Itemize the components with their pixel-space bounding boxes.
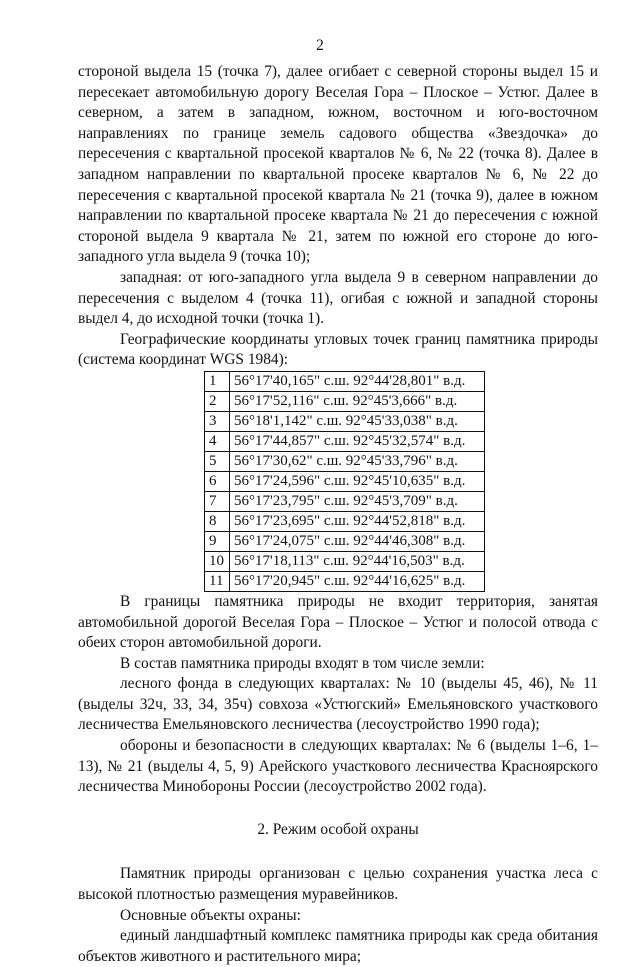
point-number: 8 bbox=[205, 511, 230, 531]
point-number: 3 bbox=[205, 411, 230, 431]
paragraph-forest-fund: лесного фонда в следующих кварталах: № 10 (выделы 45, 46), № 11 (выделы 32ч, 33, 34, 35ч) совхоза «Устюгский» Емельяновского участкового лесничества Емельяновского лесничества (лесоустройство 1990 года); bbox=[78, 675, 598, 734]
paragraph-defense-lands: обороны и безопасности в следующих кварталах: № 6 (выделы 1–6, 1–13), № 21 (выделы 4, 5, 9) Арейского участкового лесничества Красноярского лесничества Минобороны России (лесоустройство 2002 года). bbox=[78, 737, 598, 796]
table-row bbox=[205, 391, 485, 411]
point-number: 1 bbox=[205, 371, 230, 391]
point-coordinates: 56°17'30,62" с.ш. 92°45'33,796" в.д. bbox=[230, 451, 485, 471]
point-coordinates: 56°17'23,695" с.ш. 92°44'52,818" в.д. bbox=[230, 511, 485, 531]
table-row bbox=[205, 411, 485, 431]
point-number: 11 bbox=[205, 571, 230, 591]
point-coordinates: 56°17'24,596" с.ш. 92°45'10,635" в.д. bbox=[230, 471, 485, 491]
table-row bbox=[205, 571, 485, 591]
point-coordinates: 56°17'52,116" с.ш. 92°45'3,666" в.д. bbox=[230, 391, 485, 411]
table-row bbox=[205, 471, 485, 491]
table-row bbox=[205, 531, 485, 551]
point-number: 10 bbox=[205, 551, 230, 571]
paragraph-purpose: Памятник природы организован с целью сохранения участка леса с высокой плотностью размещения муравейников. bbox=[78, 865, 598, 904]
point-number: 4 bbox=[205, 431, 230, 451]
paragraph-objects-intro: Основные объекты охраны: bbox=[120, 906, 301, 924]
point-coordinates: 56°17'23,795" с.ш. 92°45'3,709" в.д. bbox=[230, 491, 485, 511]
point-coordinates: 56°17'18,113" с.ш. 92°44'16,503" в.д. bbox=[230, 551, 485, 571]
point-coordinates: 56°17'40,165" с.ш. 92°44'28,801" в.д. bbox=[230, 371, 485, 391]
coordinates-table bbox=[204, 371, 485, 592]
point-number: 9 bbox=[205, 531, 230, 551]
point-number: 6 bbox=[205, 471, 230, 491]
paragraph-lands-intro: В состав памятника природы входят в том числе земли: bbox=[120, 654, 485, 672]
section-heading: 2. Режим особой охраны bbox=[257, 820, 419, 838]
point-coordinates: 56°18'1,142" с.ш. 92°45'33,038" в.д. bbox=[230, 411, 485, 431]
point-coordinates: 56°17'44,857" с.ш. 92°45'32,574" в.д. bbox=[230, 431, 485, 451]
paragraph-landscape-complex: единый ландшафтный комплекс памятника природы как среда обитания объектов животного и растительного мира; bbox=[78, 927, 598, 965]
table-row bbox=[205, 511, 485, 531]
point-number: 7 bbox=[205, 491, 230, 511]
point-number: 5 bbox=[205, 451, 230, 471]
table-row bbox=[205, 451, 485, 471]
paragraph-boundary-west: западная: от юго-западного угла выдела 9 в северном направлении до пересечения с выделом 4 (точка 11), огибая с южной и западной стороны выдел 4, до исходной точки (точка 1). bbox=[78, 268, 598, 328]
table-row bbox=[205, 491, 485, 511]
paragraph-coordinates-intro: Географические координаты угловых точек границ памятника природы (система координат WGS 1984): bbox=[78, 330, 598, 369]
point-coordinates: 56°17'24,075" с.ш. 92°44'46,308" в.д. bbox=[230, 531, 485, 551]
table-row bbox=[205, 371, 485, 391]
point-number: 2 bbox=[205, 391, 230, 411]
paragraph-road-exclusion: В границы памятника природы не входит территория, занятая автомобильной дорогой Веселая Гора – Плоское – Устюг и полосой отвода с обеих сторон автомобильной дороги. bbox=[78, 592, 598, 652]
page-number: 2 bbox=[316, 37, 324, 54]
document-body bbox=[78, 62, 598, 967]
paragraph-boundary-north: стороной выдела 15 (точка 7), далее огибает с северной стороны выдел 15 и пересекает автомобильную дорогу Веселая Гора – Плоское – Устюг. Далее в северном, а затем в западном, южном, восточном и юго-восточном направлениях по границе земель садового общества «Звездочка» до пересечения с квартальной просекой кварталов № 6, № 22 (точка 8). Далее в западном направлении по квартальной просеке кварталов № 6, № 22 до пересечения с квартальной просекой квартала № 21 (точка 9), далее в южном направлении по квартальной просеке квартала № 21 до пересечения с южной стороной выдела 9 квартала № 21, затем по южной его стороне до юго-западного угла выдела 9 (точка 10); bbox=[78, 63, 598, 266]
table-row bbox=[205, 551, 485, 571]
table-row bbox=[205, 431, 485, 451]
point-coordinates: 56°17'20,945" с.ш. 92°44'16,625" в.д. bbox=[230, 571, 485, 591]
